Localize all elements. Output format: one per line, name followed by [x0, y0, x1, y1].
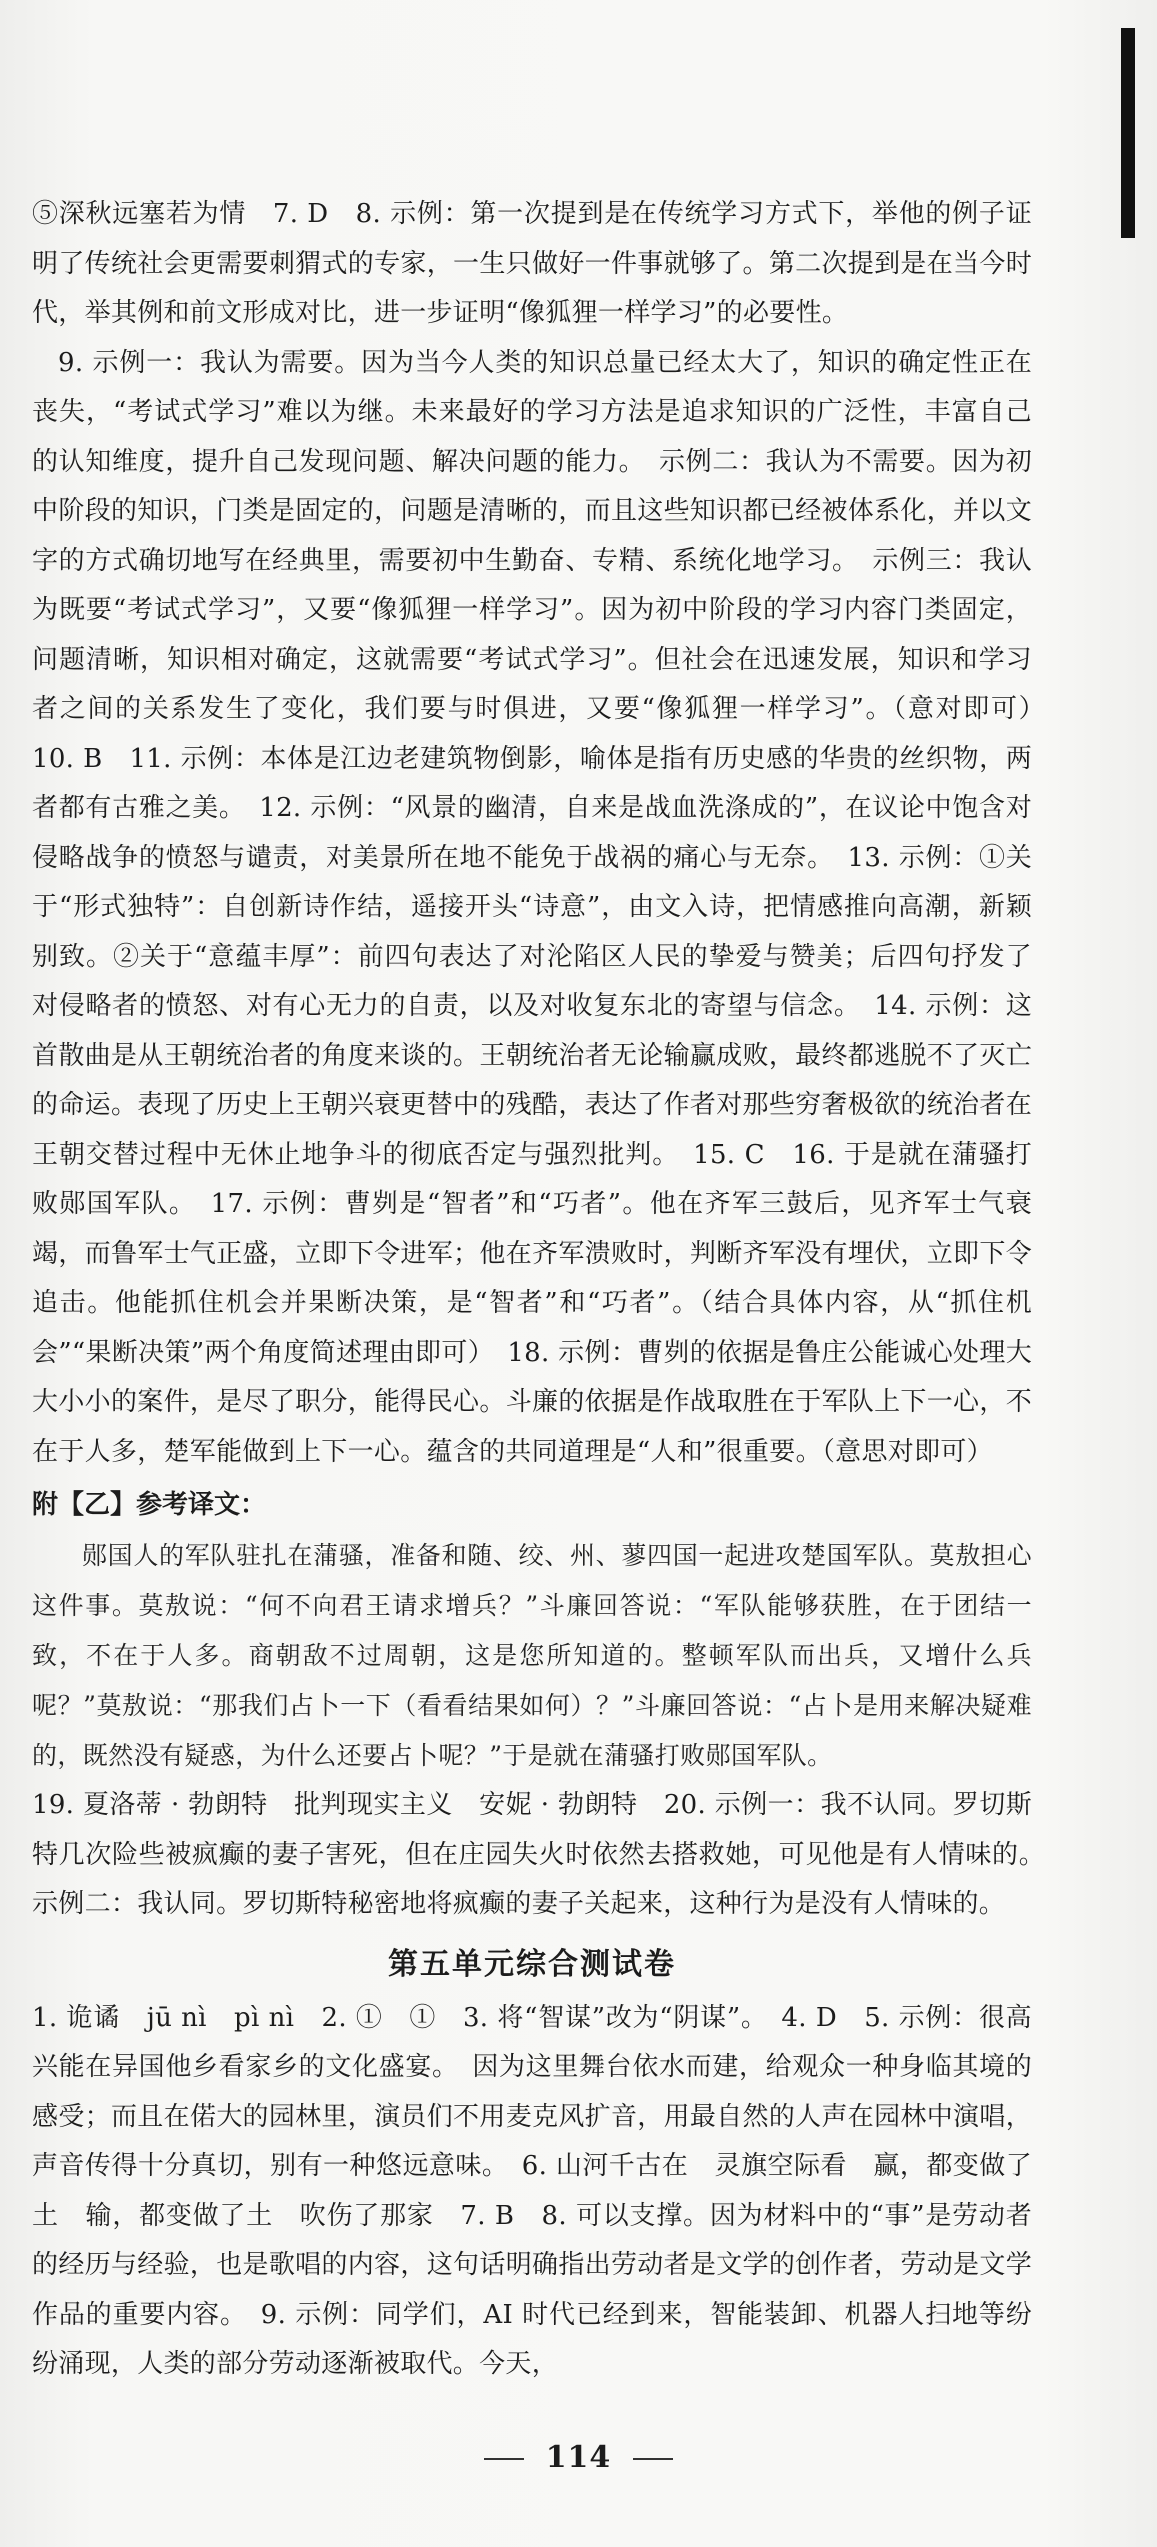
- answer-paragraph-1: ⑤深秋远塞若为情 7. D 8. 示例：第一次提到是在传统学习方式下，举他的例子证明了传统社会更需要刺猬式的专家，一生只做好一件事就够了。第二次提到是在当今时代，举其例和前文形成对比，进一步证明“像狐狸一样学习”的必要性。: [32, 199, 1032, 328]
- binding-edge-bar: [1121, 28, 1135, 238]
- appendix-heading: 附【乙】参考译文：: [32, 1490, 267, 1520]
- answer-paragraph-2: 9. 示例一：我认为需要。因为当今人类的知识总量已经太大了，知识的确定性正在丧失，“考试式学习”难以为继。未来最好的学习方法是追求知识的广泛性，丰富自己的认知维度，提升自己发现问题、解决问题的能力。 示例二：我认为不需要。因为初中阶段的知识，门类是固定的，问题是清晰的，而且这些知识都已经被体系化，并以文字的方式确切地写在经典里，需要初中生勤奋、专精、系统化地学习。 示例三：我认为既要“考试式学习”，又要“像狐狸一样学习”。因为初中阶段的学习内容门类固定，问题清晰，知识相对确定，这就需要“考试式学习”。但社会在迅速发展，知识和学习者之间的关系发生了变化，我们要与时俱进，又要“像狐狸一样学习”。（意对即可） 10. B 11. 示例：本体是江边老建筑物倒影，喻体是指有历史感的华贵的丝织物，两者都有古雅之美。 12. 示例：“风景的幽清，自来是战血洗涤成的”，在议论中饱含对侵略战争的愤怒与谴责，对美景所在地不能免于战祸的痛心与无奈。 13. 示例：①关于“形式独特”：自创新诗作结，遥接开头“诗意”，由文入诗，把情感推向高潮，新颖别致。②关于“意蕴丰厚”：前四句表达了对沦陷区人民的挚爱与赞美；后四句抒发了对侵略者的愤怒、对有心无力的自责，以及对收复东北的寄望与信念。 14. 示例：这首散曲是从王朝统治者的角度来谈的。王朝统治者无论输赢成败，最终都逃脱不了灭亡的命运。表现了历史上王朝兴衰更替中的残酷，表达了作者对那些穷奢极欲的统治者在王朝交替过程中无休止地争斗的彻底否定与强烈批判。 15. C 16. 于是就在蒲骚打败郧国军队。 17. 示例：曹刿是“智者”和“巧者”。他在齐军三鼓后，见齐军士气衰竭，而鲁军士气正盛，立即下令进军；他在齐军溃败时，判断齐军没有埋伏，立即下令追击。他能抓住机会并果断决策，是“智者”和“巧者”。（结合具体内容，从“抓住机会”“果断决策”两个角度简述理由即可） 18. 示例：曹刿的依据是鲁庄公能诚心处理大大小小的案件，是尽了职分，能得民心。斗廉的依据是作战取胜在于军队上下一心，不在于人多，楚军能做到上下一心。蕴含的共同道理是“人和”很重要。（意思对即可）: [32, 347, 1059, 1467]
- page-number-footer: [0, 2440, 1157, 2475]
- appendix-translation: 郧国人的军队驻扎在蒲骚，准备和随、绞、州、蓼四国一起进攻楚国军队。莫敖担心这件事。莫敖说：“何不向君王请求增兵？”斗廉回答说：“军队能够获胜，在于团结一致，不在于人多。商朝敌不过周朝，这是您所知道的。整顿军队而出兵，又增什么兵呢？”莫敖说：“那我们占卜一下（看看结果如何）？”斗廉回答说：“占卜是用来解决疑难的，既然没有疑惑，为什么还要占卜呢？”于是就在蒲骚打败郧国军队。: [32, 1541, 1032, 1770]
- answer-content: [32, 190, 1059, 2390]
- answer-paragraph-4: 1. 诡谲 jū nì pì nì 2. ① ① 3. 将“智谋”改为“阴谋”。 4. D 5. 示例：很高兴能在异国他乡看家乡的文化盛宴。 因为这里舞台依水而建，给观众一种身临其境的感受；而且在偌大的园林里，演员们不用麦克风扩音，用最自然的人声在园林中演唱，声音传得十分真切，别有一种悠远意味。 6. 山河千古在 灵旗空际看 赢，都变做了土 输，都变做了土 吹伤了那家 7. B 8. 可以支撑。因为材料中的“事”是劳动者的经历与经验，也是歌唱的内容，这句话明确指出劳动者是文学的创作者，劳动是文学作品的重要内容。 9. 示例：同学们，AI 时代已经到来，智能装卸、机器人扫地等纷纷涌现，人类的部分劳动逐渐被取代。今天，: [32, 2002, 1032, 2379]
- left-dash: [484, 2458, 524, 2460]
- answer-paragraph-3: 19. 夏洛蒂 · 勃朗特 批判现实主义 安妮 · 勃朗特 20. 示例一：我不认同。罗切斯特几次险些被疯癫的妻子害死，但在庄园失火时依然去搭救她，可见他是有人情味的。 示例二：我认同。罗切斯特秘密地将疯癫的妻子关起来，这种行为是没有人情味的。: [32, 1790, 1059, 1919]
- right-dash: [633, 2458, 673, 2460]
- page-number: 114: [545, 2440, 612, 2475]
- section-title: 第五单元综合测试卷: [388, 1946, 676, 1982]
